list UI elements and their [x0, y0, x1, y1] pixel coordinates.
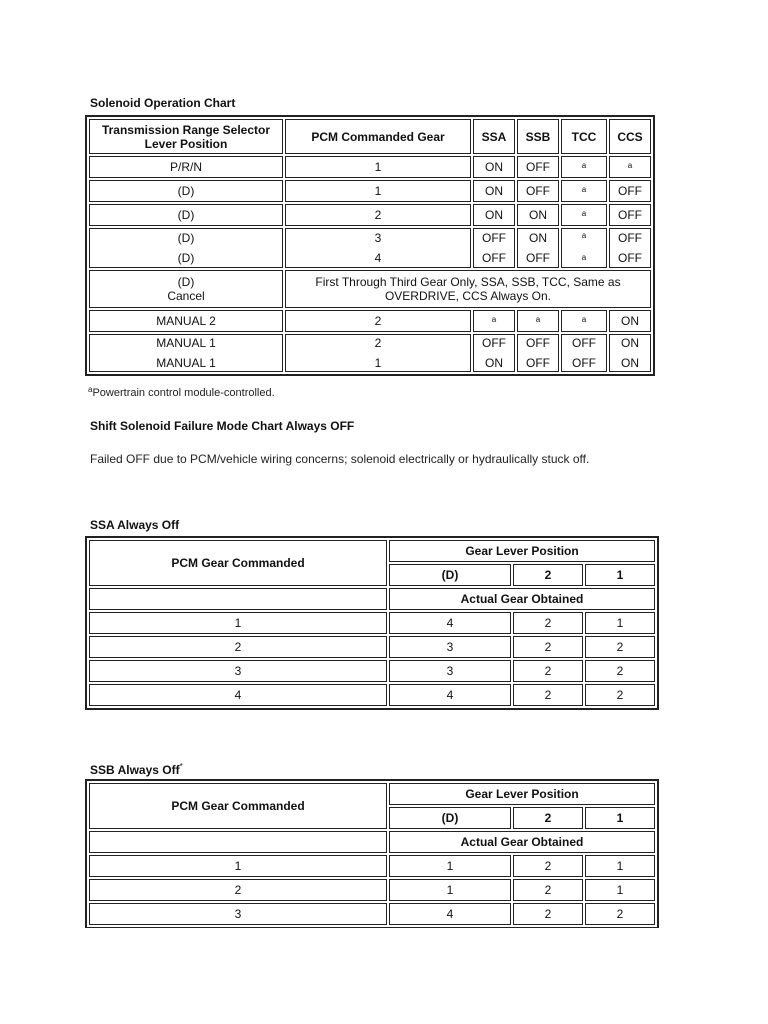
- table-cell: [89, 270, 283, 308]
- lever-col-header: 1: [585, 564, 655, 586]
- table-cell: OFF: [609, 180, 651, 202]
- table-cell: 2: [585, 903, 655, 925]
- header-line: Transmission Range Selector: [101, 122, 271, 137]
- cell-line: 3: [374, 231, 382, 245]
- lever-col-header: 2: [513, 564, 583, 586]
- table-cell: 1: [585, 855, 655, 877]
- footnote-mark: a: [581, 315, 587, 324]
- table-cell: 1: [285, 180, 471, 202]
- footnote-mark: a: [491, 315, 497, 324]
- footnote-mark: a: [88, 385, 93, 394]
- table-cell: [89, 334, 283, 372]
- table-cell: 4: [89, 684, 387, 706]
- ssb-table-title: [90, 762, 183, 777]
- cancel-note-cell: [285, 270, 651, 308]
- table-row: [89, 204, 651, 226]
- ssa-header: SSA: [473, 119, 515, 154]
- table-cell: [561, 334, 607, 372]
- lever-position-header: Gear Lever Position: [389, 783, 655, 805]
- cell-line: 1: [374, 356, 382, 370]
- pcm-gear-header: PCM Commanded Gear: [285, 119, 471, 154]
- table-cell: [517, 334, 559, 372]
- table-cell: 2: [285, 204, 471, 226]
- table-cell: 2: [513, 855, 583, 877]
- cell-line: OFF: [572, 336, 596, 350]
- cell-line: (D): [177, 251, 195, 265]
- table-header-row: [89, 588, 655, 610]
- cell-line: OFF: [482, 251, 506, 265]
- table-cell: 1: [389, 855, 511, 877]
- table-cell: [561, 156, 607, 178]
- ssb-title-text: SSB Always Off: [90, 763, 180, 777]
- cell-line: OFF: [526, 251, 550, 265]
- table-cell: ON: [473, 204, 515, 226]
- table-cell: 1: [89, 612, 387, 634]
- table-cell: 2: [513, 684, 583, 706]
- cell-line: (D): [177, 275, 195, 289]
- range-selector-header: [89, 119, 283, 154]
- table-cell: ON: [517, 204, 559, 226]
- table-cell: OFF: [609, 204, 651, 226]
- table-header-row: [89, 540, 655, 562]
- cell-line: OFF: [618, 251, 642, 265]
- cell-line: First Through Third Gear Only, SSA, SSB, TCC, Same as: [315, 275, 621, 289]
- table-cell: [473, 310, 515, 332]
- cell-line: ON: [485, 356, 503, 370]
- cell-line: ON: [529, 231, 547, 245]
- cell-line: OFF: [572, 356, 596, 370]
- footnote-mark: a: [627, 161, 633, 170]
- cell-line: OFF: [482, 231, 506, 245]
- page-cutoff: [83, 928, 683, 1024]
- lever-col-header: 2: [513, 807, 583, 829]
- ssa-table-title: SSA Always Off: [90, 518, 180, 532]
- table-row: [89, 855, 655, 877]
- table-cell: 1: [89, 855, 387, 877]
- solenoid-chart-title: Solenoid Operation Chart: [90, 96, 236, 110]
- table-cell: 4: [389, 612, 511, 634]
- ssb-header: SSB: [517, 119, 559, 154]
- lever-position-header: Gear Lever Position: [389, 540, 655, 562]
- failure-chart-title: Shift Solenoid Failure Mode Chart Always OFF: [90, 419, 355, 433]
- table-cell: 4: [389, 903, 511, 925]
- table-cell: [609, 156, 651, 178]
- table-cell: 3: [389, 660, 511, 682]
- cell-line: ON: [621, 356, 639, 370]
- table-cell: [285, 334, 471, 372]
- table-cell: [473, 334, 515, 372]
- table-cell: 3: [389, 636, 511, 658]
- cell-line: OFF: [526, 356, 550, 370]
- table-row: [89, 310, 651, 332]
- table-header-row: [89, 783, 655, 805]
- table-row: [89, 334, 651, 372]
- table-cell: [561, 180, 607, 202]
- lever-col-header: (D): [389, 564, 511, 586]
- table-cell: [473, 228, 515, 268]
- table-cell: ON: [473, 156, 515, 178]
- footnote-mark: a: [581, 185, 587, 194]
- table-cell: 4: [389, 684, 511, 706]
- cell-line: ON: [621, 336, 639, 350]
- ssb-always-off-table: [85, 779, 659, 929]
- cell-line: OFF: [618, 231, 642, 245]
- table-row: [89, 612, 655, 634]
- table-row: [89, 636, 655, 658]
- cell-line: MANUAL 1: [156, 356, 216, 370]
- table-row: [89, 903, 655, 925]
- table-cell: 1: [585, 879, 655, 901]
- footnote-mark: a: [581, 161, 587, 170]
- table-cell: 2: [585, 636, 655, 658]
- table-cell: 2: [513, 660, 583, 682]
- footnote-mark: a: [581, 253, 587, 262]
- cell-line: [564, 229, 604, 245]
- table-cell: (D): [89, 180, 283, 202]
- lever-col-header: (D): [389, 807, 511, 829]
- solenoid-operation-table: [85, 115, 655, 376]
- table-header-row: [89, 831, 655, 853]
- table-cell: 1: [389, 879, 511, 901]
- pcm-gear-header: PCM Gear Commanded: [89, 540, 387, 586]
- table-cell: 2: [513, 636, 583, 658]
- table-cell: 2: [513, 903, 583, 925]
- table-cell: ON: [473, 180, 515, 202]
- tcc-header: TCC: [561, 119, 607, 154]
- table-cell: P/R/N: [89, 156, 283, 178]
- blank-cell: [89, 831, 387, 853]
- footnote: [88, 385, 275, 399]
- table-cell: [517, 310, 559, 332]
- table-cell: 1: [285, 156, 471, 178]
- ssa-always-off-table: [85, 536, 659, 710]
- failure-description: Failed OFF due to PCM/vehicle wiring concerns; solenoid electrically or hydraulically stuck off.: [90, 452, 590, 466]
- table-cell: [561, 204, 607, 226]
- table-cell: [609, 334, 651, 372]
- table-cell: 2: [513, 879, 583, 901]
- cell-line: OFF: [526, 336, 550, 350]
- table-cell: (D): [89, 204, 283, 226]
- footnote-text: Powertrain control module-controlled.: [92, 387, 275, 399]
- table-row: [89, 228, 651, 268]
- cell-line: 4: [374, 251, 382, 265]
- table-cell: ON: [609, 310, 651, 332]
- table-row: [89, 879, 655, 901]
- table-row: [89, 684, 655, 706]
- table-cell: [89, 228, 283, 268]
- cell-line: 2: [374, 336, 382, 350]
- table-row: [89, 270, 651, 308]
- table-cell: OFF: [517, 156, 559, 178]
- table-cell: [561, 228, 607, 268]
- cell-line: (D): [177, 231, 195, 245]
- table-cell: [517, 228, 559, 268]
- table-row: [89, 156, 651, 178]
- table-cell: 2: [89, 636, 387, 658]
- table-cell: 1: [585, 612, 655, 634]
- cell-line: [564, 251, 604, 267]
- table-cell: 2: [89, 879, 387, 901]
- ccs-header: CCS: [609, 119, 651, 154]
- ssb-title-mark: *: [179, 762, 183, 771]
- table-cell: 2: [585, 660, 655, 682]
- table-cell: 2: [285, 310, 471, 332]
- actual-gear-header: Actual Gear Obtained: [389, 588, 655, 610]
- footnote-mark: a: [581, 231, 587, 240]
- table-cell: MANUAL 2: [89, 310, 283, 332]
- footnote-mark: a: [581, 209, 587, 218]
- table-cell: 2: [513, 612, 583, 634]
- cell-line: MANUAL 1: [156, 336, 216, 350]
- footnote-mark: a: [535, 315, 541, 324]
- actual-gear-header: Actual Gear Obtained: [389, 831, 655, 853]
- cell-line: Cancel: [167, 289, 205, 303]
- table-cell: OFF: [517, 180, 559, 202]
- header-line: Lever Position: [144, 136, 228, 151]
- blank-cell: [89, 588, 387, 610]
- table-cell: 3: [89, 903, 387, 925]
- table-cell: 3: [89, 660, 387, 682]
- table-header-row: [89, 119, 651, 154]
- table-cell: [609, 228, 651, 268]
- lever-col-header: 1: [585, 807, 655, 829]
- table-cell: 2: [585, 684, 655, 706]
- table-cell: [285, 228, 471, 268]
- cell-line: OFF: [482, 336, 506, 350]
- table-row: [89, 180, 651, 202]
- table-row: [89, 660, 655, 682]
- pcm-gear-header: PCM Gear Commanded: [89, 783, 387, 829]
- table-cell: [561, 310, 607, 332]
- cell-line: OVERDRIVE, CCS Always On.: [384, 289, 552, 303]
